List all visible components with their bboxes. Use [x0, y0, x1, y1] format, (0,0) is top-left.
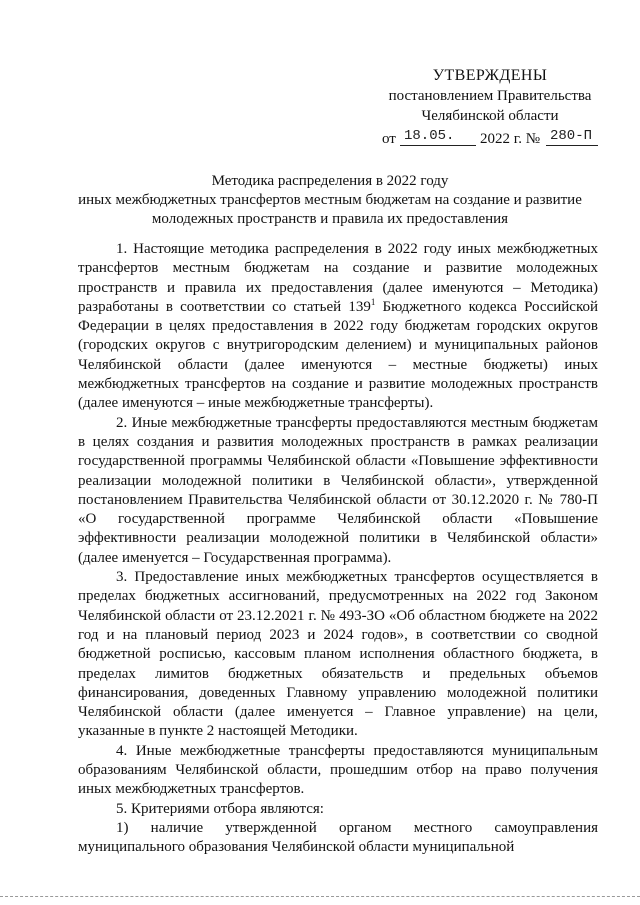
- approval-line-1: постановлением Правительства: [388, 88, 592, 104]
- page-bottom-divider: [0, 896, 640, 897]
- document-body: [78, 240, 598, 858]
- title-line-2: иных межбюджетных трансфертов местным бюджетам на создание и развитие: [78, 192, 582, 208]
- approval-year: 2022 г. №: [480, 131, 541, 147]
- approval-date-line: [370, 126, 610, 148]
- paragraph-1: [78, 240, 598, 414]
- approval-from-word: от: [382, 131, 396, 147]
- title-line-1: Методика распределения в 2022 году: [211, 173, 449, 189]
- document-title: [60, 172, 600, 229]
- paragraph-4: 4. Иные межбюджетные трансферты предоставляются муниципальным образованиям Челябинской области, прошедшим отбор на право получения иных межбюджетных трансфертов.: [78, 742, 598, 798]
- approval-stamp: [370, 66, 610, 148]
- paragraph-5: 5. Критериями отбора являются:: [116, 800, 324, 817]
- paragraph-2: 2. Иные межбюджетные трансферты предоставляются местным бюджетам в целях создания и развития молодежных пространств в рамках реализации государственной программы Челябинской области «Повышение эффективности реализации молодежной политики в Челябинской области», утвержденной постановлением Правительства Челябинской области от 30.12.2020 г. № 780-П «О государственной программе Челябинской области «Повышение эффективности реализации молодежной политики в Челябинской области» (далее именуется – Государственная программа).: [78, 414, 598, 566]
- paragraph-1-superscript: 1: [370, 296, 376, 307]
- approval-title: УТВЕРЖДЕНЫ: [432, 67, 548, 84]
- title-line-3: молодежных пространств и правила их предоставления: [151, 211, 509, 227]
- number-underline: [546, 145, 598, 146]
- paragraph-1-text: 1. Настоящие методика распределения в 2022 году иных межбюджетных трансфертов местным бюджетам на создание и развитие молодежных пространств и правила их предоставления (далее именуются – Методика) разработаны в соответствии со статьей 139: [78, 241, 598, 315]
- approval-line-2: Челябинской области: [421, 108, 559, 124]
- approval-number: 280-П: [550, 128, 593, 144]
- paragraph-6: 1) наличие утвержденной органом местного самоуправления муниципального образования Челябинской области муниципальной: [78, 819, 598, 856]
- date-underline: [400, 145, 476, 146]
- paragraph-1-text-end: Бюджетного кодекса Российской Федерации в целях предоставления в 2022 году бюджетам городских округов (городских округов с внутригородским делением) и муниципальных районов Челябинской области (далее именуются – местные бюджеты) иных межбюджетных трансфертов на создание и развитие молодежных пространств (далее именуются – иные межбюджетные трансферты).: [78, 298, 599, 412]
- paragraph-3: 3. Предоставление иных межбюджетных трансфертов осуществляется в пределах бюджетных ассигнований, предусмотренных на 2022 год Законом Челябинской области от 23.12.2021 г. № 493-ЗО «Об областном бюджете на 2022 год и на плановый период 2023 и 2024 годов», в соответствии со сводной бюджетной росписью, кассовым планом исполнения областного бюджета, в пределах лимитов бюджетных обязательств и предельных объемов финансирования, доведенных Главному управлению молодежной политики Челябинской области (далее именуется – Главное управление) на цели, указанные в пункте 2 настоящей Методики.: [78, 569, 598, 740]
- approval-date: 18.05.: [404, 128, 455, 144]
